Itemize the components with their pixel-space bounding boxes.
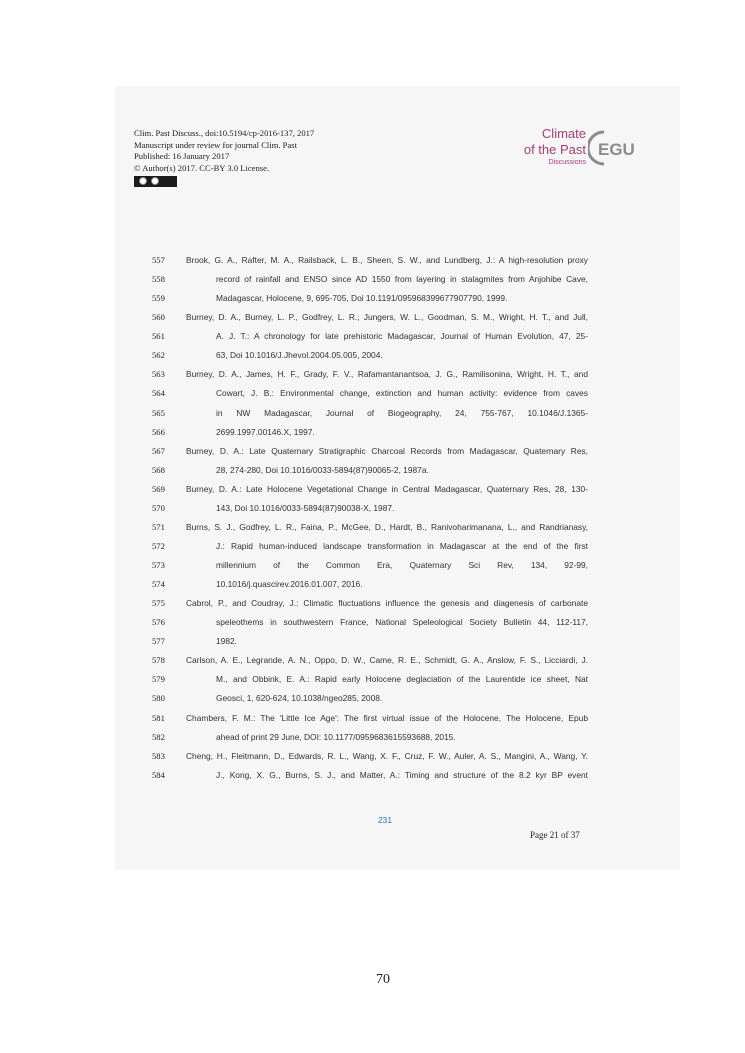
reference-line (152, 407, 588, 426)
citation-line-2: Manuscript under review for journal Clim. Past (134, 139, 298, 150)
reference-list (152, 254, 588, 788)
line-number: 559 (152, 293, 165, 304)
line-number: 568 (152, 464, 165, 475)
citation-line-1: Clim. Past Discuss., doi:10.5194/cp-2016-137, 2017 (134, 128, 315, 138)
reference-text: in NW Madagascar, Journal of Biogeography, 24, 755-767, 10.1046/J.1365- (216, 407, 588, 418)
reference-text: 28, 274-280, Doi 10.1016/0033-5894(87)90065-2, 1987a. (216, 464, 429, 475)
reference-text: A. J. T.: A chronology for late prehistoric Madagascar, Journal of Human Evolution, 47, 25- (216, 331, 588, 342)
reference-line (152, 311, 588, 330)
cc-icon (139, 177, 147, 185)
reference-text: 10.1016/j.quascirev.2016.01.007, 2016. (216, 579, 363, 590)
reference-text: Brook, G. A., Rafter, M. A., Railsback, L. B., Sheen, S. W., and Lundberg, J.: A high-resolution proxy (186, 255, 588, 265)
line-number: 581 (152, 712, 165, 723)
journal-logo (500, 126, 640, 171)
reference-line (152, 597, 588, 616)
reference-text: 63, Doi 10.1016/J.Jhevol.2004.05.005, 2004. (216, 350, 383, 361)
reference-text: Chambers, F. M.: The 'Little Ice Age': The first virtual issue of the Holocene, The Holocene, Epub (186, 712, 588, 723)
reference-text: Cowart, J. B.: Environmental change, extinction and human activity: evidence from caves (216, 388, 588, 399)
line-number: 578 (152, 655, 165, 666)
reference-line (152, 292, 588, 311)
reference-line (152, 387, 588, 406)
reference-text: Burney, D. A., James, H. F., Grady, F. V., Rafamantanantsoa, J. G., Ramilisonina, Wright, H. T., and (186, 369, 588, 380)
reference-line (152, 349, 588, 368)
by-icon (151, 177, 159, 185)
egu-mark: EGU (598, 140, 635, 159)
line-number: 558 (152, 274, 165, 285)
reference-line (152, 750, 588, 769)
reference-line (152, 330, 588, 349)
reference-text: 2699.1997.00146.X, 1997. (216, 426, 315, 437)
line-number: 572 (152, 540, 165, 551)
line-number: 584 (152, 769, 165, 780)
reference-line (152, 692, 588, 711)
reference-line (152, 426, 588, 445)
logo-title-1: Climate (541, 126, 586, 141)
reference-text: ahead of print 29 June, DOI: 10.1177/0959683615593688, 2015. (216, 731, 456, 742)
reference-line (152, 273, 588, 292)
reference-line (152, 368, 588, 387)
reference-text: Cabrol, P., and Coudray, J.: Climatic fluctuations influence the genesis and diagenesis of carbonate (186, 598, 588, 609)
reference-line (152, 254, 588, 273)
line-number: 563 (152, 369, 165, 380)
line-number: 576 (152, 617, 165, 628)
reference-text: 1982. (216, 636, 237, 647)
reference-text: Geosci, 1, 620-624, 10.1038/ngeo285, 2008. (216, 693, 383, 704)
citation-line-4: © Author(s) 2017. CC-BY 3.0 License. (134, 163, 270, 174)
reference-text: Cheng, H., Fleitmann, D., Edwards, R. L., Wang, X. F., Cruz, F. W., Auler, A. S., Mangini, A., Wang, Y. (186, 750, 588, 761)
reference-text: Burney, D. A., Burney, L. P., Godfrey, L. R., Jungers, W. L., Goodman, S. M., Wright, H. T., and Jull, (186, 312, 588, 323)
reference-text: J.: Rapid human-induced landscape transformation in Madagascar at the end of the first (216, 540, 588, 551)
outer-page-number: 70 (376, 972, 390, 987)
reference-line (152, 502, 588, 521)
page-of-label: Page 21 of 37 (530, 830, 580, 840)
line-number: 575 (152, 598, 165, 609)
line-number: 557 (152, 255, 165, 265)
reference-line (152, 483, 588, 502)
reference-line (152, 559, 588, 578)
reference-text: speleothems in southwestern France, National Speleological Society Bulletin 44, 112-117, (216, 617, 588, 628)
citation-line-3: Published: 16 January 2017 (134, 151, 230, 162)
line-number: 566 (152, 426, 165, 437)
line-number: 564 (152, 388, 165, 399)
line-number: 580 (152, 693, 165, 704)
line-number: 565 (152, 407, 165, 418)
line-number: 577 (152, 636, 165, 647)
reference-text: Madagascar, Holocene, 9, 695-705, Doi 10.1191/095968399677907790, 1999. (216, 293, 508, 304)
cc-by-license-badge (134, 176, 177, 187)
reference-text: Burney, D. A.: Late Quaternary Stratigraphic Charcoal Records from Madagascar, Quaternary Res, (186, 445, 588, 456)
egu-logo-icon (588, 128, 638, 168)
line-number: 562 (152, 350, 165, 361)
reference-text: Carlson, A. E., Legrande, A. N., Oppo, D. W., Came, R. E., Schmidt, G. A., Anslow, F. S., Licciardi, J. (186, 655, 588, 666)
line-number: 582 (152, 731, 165, 742)
line-number: 579 (152, 674, 165, 685)
reference-line (152, 635, 588, 654)
line-number: 561 (152, 331, 165, 342)
line-number: 571 (152, 521, 165, 532)
reference-line (152, 578, 588, 597)
reference-line (152, 731, 588, 750)
line-number: 569 (152, 483, 165, 494)
reference-text: record of rainfall and ENSO since AD 1550 from layering in stalagmites from Anjohibe Cave, (216, 274, 588, 285)
reference-line (152, 464, 588, 483)
reference-line (152, 712, 588, 731)
reference-text: M., and Obbink, E. A.: Rapid early Holocene deglaciation of the Laurentide ice sheet, Nat (216, 674, 588, 685)
logo-title-2: of the Past (523, 142, 586, 157)
reference-line (152, 521, 588, 540)
reference-line (152, 673, 588, 692)
line-number: 573 (152, 560, 165, 570)
citation-header (134, 128, 314, 187)
reference-text: Burney, D. A.: Late Holocene Vegetational Change in Central Madagascar, Quaternary Res, 28, 130- (186, 483, 588, 494)
line-number: 560 (152, 312, 165, 323)
reference-text: Burns, S. J., Godfrey, L. R., Faina, P., McGee, D., Hardt, B., Ranivoharimanana, L., and Randrianasy, (186, 521, 588, 532)
line-number: 570 (152, 502, 165, 513)
reference-line (152, 540, 588, 559)
line-number: 574 (152, 579, 165, 590)
reference-line (152, 654, 588, 673)
reference-line (152, 769, 588, 788)
reference-line (152, 445, 588, 464)
reference-text: millennium of the Common Era, Quaternary Sci Rev, 134, 92-99, (216, 560, 588, 570)
center-page-number: 231 (378, 815, 392, 825)
reference-line (152, 616, 588, 635)
reference-text: 143, Doi 10.1016/0033-5894(87)90038-X, 1987. (216, 502, 395, 513)
line-number: 567 (152, 445, 165, 456)
reference-text: J., Kong, X. G., Burns, S. J., and Matter, A.: Timing and structure of the 8.2 kyr BP event (216, 769, 588, 780)
line-number: 583 (152, 750, 165, 761)
logo-subtitle: Discussions (548, 159, 586, 166)
